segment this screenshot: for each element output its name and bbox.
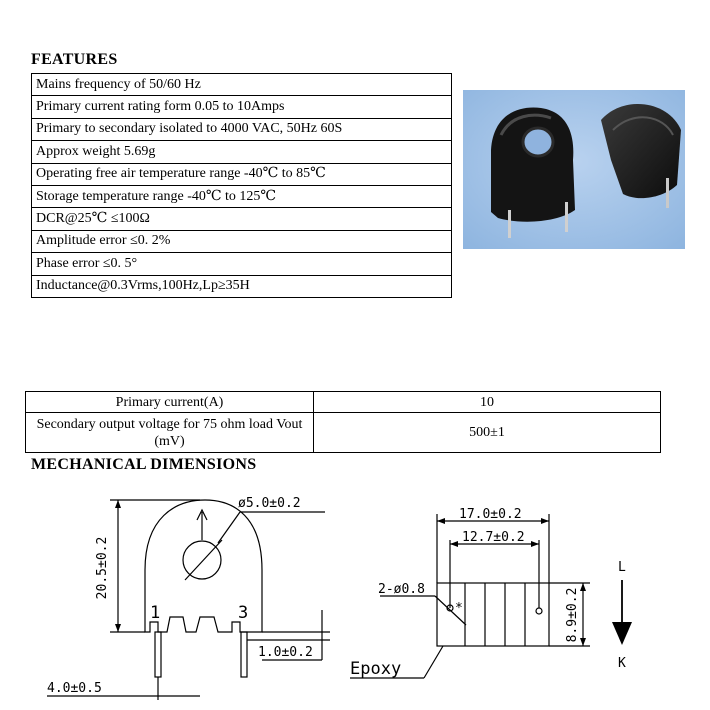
feature-cell: Phase error ≤0. 5° [32, 253, 452, 275]
pin-3-label: 3 [238, 603, 249, 623]
feature-cell: Approx weight 5.69g [32, 141, 452, 163]
pin [241, 632, 247, 677]
table-row [32, 275, 452, 297]
table-row [26, 413, 661, 453]
product-photo [463, 90, 685, 249]
spec-value: 10 [314, 392, 661, 413]
table-row [26, 392, 661, 413]
pin-1-label: 1 [150, 603, 161, 623]
feature-cell: Amplitude error ≤0. 2% [32, 230, 452, 252]
feature-cell: Primary to secondary isolated to 4000 VAC, 50Hz 60S [32, 118, 452, 140]
feature-cell: Storage temperature range -40℃ to 125℃ [32, 185, 452, 207]
table-row [32, 208, 452, 230]
mechanical-title: MECHANICAL DIMENSIONS [31, 456, 257, 473]
arrow-bottom-label: K [618, 656, 626, 671]
dim-pin-height-label: 1.0±0.2 [258, 645, 313, 660]
arrow-top-label: L [618, 560, 626, 575]
table-row [32, 141, 452, 163]
dim-hole-label: ø5.0±0.2 [238, 496, 301, 511]
table-row [32, 74, 452, 96]
table-row [32, 253, 452, 275]
spec-label: Secondary output voltage for 75 ohm load Vout (mV) [26, 413, 314, 453]
feature-cell: DCR@25℃ ≤100Ω [32, 208, 452, 230]
polarity-marker: * [455, 601, 463, 616]
dim-height-label: 20.5±0.2 [95, 536, 110, 600]
table-row [32, 163, 452, 185]
table-row [32, 96, 452, 118]
dim-pin-spacing-label: 4.0±0.5 [47, 681, 102, 696]
pin [155, 632, 161, 677]
features-table [31, 73, 452, 298]
epoxy-label: Epoxy [350, 659, 402, 679]
specs-table [25, 391, 661, 453]
table-row [32, 185, 452, 207]
features-title: FEATURES [31, 51, 118, 68]
feature-cell: Inductance@0.3Vrms,100Hz,Lp≥35H [32, 275, 452, 297]
dim-width-inner-label: 12.7±0.2 [462, 530, 525, 545]
spec-label: Primary current(A) [26, 392, 314, 413]
dim-pins-label: 2-ø0.8 [378, 582, 425, 597]
dim-depth-label: 8.9±0.2 [565, 587, 580, 643]
table-row [32, 118, 452, 140]
feature-cell: Primary current rating form 0.05 to 10Amps [32, 96, 452, 118]
dim-width-outer-label: 17.0±0.2 [459, 507, 522, 522]
spec-value: 500±1 [314, 413, 661, 453]
direction-arrow-icon [612, 622, 632, 645]
feature-cell: Operating free air temperature range -40℃ to 85℃ [32, 163, 452, 185]
feature-cell: Mains frequency of 50/60 Hz [32, 74, 452, 96]
table-row [32, 230, 452, 252]
mechanical-drawing [0, 480, 710, 710]
side-view-outline [437, 583, 549, 646]
